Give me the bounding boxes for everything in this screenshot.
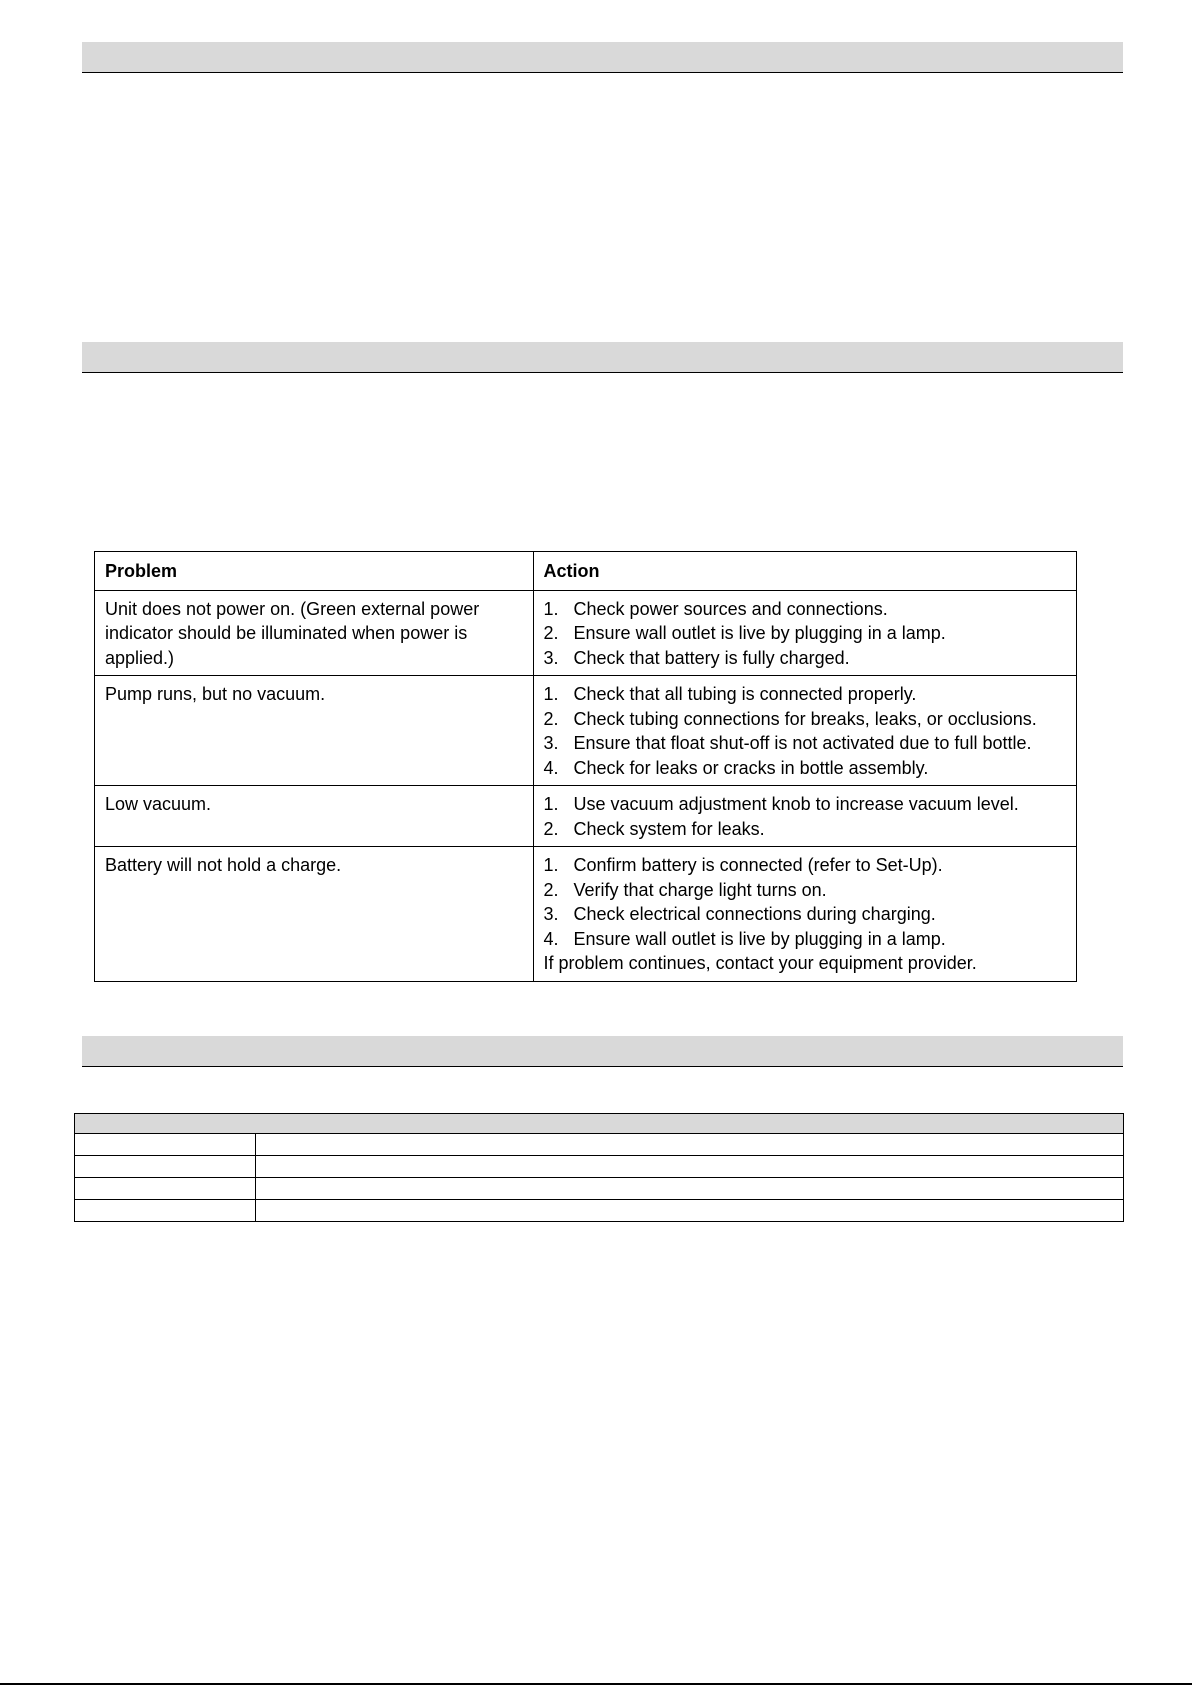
spec-value	[255, 1156, 1123, 1178]
problem-cell: Battery will not hold a charge.	[95, 847, 534, 982]
action-steps	[544, 682, 1066, 780]
action-steps	[544, 853, 1066, 951]
problem-cell: Low vacuum.	[95, 786, 534, 847]
spec-label	[75, 1200, 256, 1222]
action-step: 1. Use vacuum adjustment knob to increase vacuum level.	[543, 794, 1019, 814]
table-row	[95, 786, 1077, 847]
action-step: 1. Confirm battery is connected (refer to Set-Up).	[543, 855, 943, 875]
action-step: 2. Verify that charge light turns on.	[543, 879, 827, 900]
action-step: 3. Check that battery is fully charged.	[543, 647, 850, 668]
table-row	[75, 1200, 1124, 1222]
spec-title-row	[75, 1114, 1124, 1134]
action-step: 1. Check power sources and connections.	[543, 598, 888, 619]
table-header-row	[95, 552, 1077, 591]
action-cell	[533, 847, 1076, 982]
spec-value	[255, 1134, 1123, 1156]
spec-value	[255, 1200, 1123, 1222]
specifications-table	[74, 1113, 1124, 1222]
troubleshooting-table	[94, 551, 1077, 982]
troubleshooting-header-bar	[82, 342, 1123, 373]
action-steps	[544, 597, 1066, 671]
table-row	[95, 590, 1077, 676]
action-step: 4. Check for leaks or cracks in bottle assembly.	[543, 757, 929, 778]
spec-label	[75, 1134, 256, 1156]
action-step: 4. Ensure wall outlet is live by plugging in a lamp.	[543, 928, 946, 949]
table-row	[75, 1134, 1124, 1156]
problem-cell: Pump runs, but no vacuum.	[95, 676, 534, 786]
action-step: 3. Check electrical connections during charging.	[543, 904, 936, 924]
action-step: 2. Ensure wall outlet is live by plugging in a lamp.	[543, 623, 946, 643]
action-step: 2. Check tubing connections for breaks, leaks, or occlusions.	[543, 708, 1037, 729]
action-step: 2. Check system for leaks.	[543, 818, 765, 839]
spec-label	[75, 1178, 256, 1200]
table-row	[95, 676, 1077, 786]
spec-value	[255, 1178, 1123, 1200]
spec-label	[75, 1156, 256, 1178]
contact-provider-note: If problem continues, contact your equipment provider.	[543, 953, 977, 973]
problem-column-header: Problem	[95, 552, 534, 591]
action-steps	[544, 792, 1066, 841]
action-cell	[533, 590, 1076, 676]
action-column-header: Action	[533, 552, 1076, 591]
specifications-header-bar	[82, 1036, 1123, 1067]
action-cell	[533, 786, 1076, 847]
action-step: 3. Ensure that float shut-off is not activated due to full bottle.	[543, 733, 1032, 753]
action-step: 1. Check that all tubing is connected properly.	[543, 684, 917, 704]
action-cell	[533, 676, 1076, 786]
table-row	[75, 1178, 1124, 1200]
table-row	[75, 1156, 1124, 1178]
section-header-bar	[82, 42, 1123, 73]
spec-table-title	[75, 1114, 1124, 1134]
problem-cell: Unit does not power on. (Green external power indicator should be illuminated when power is applied.)	[95, 590, 534, 676]
table-row	[95, 847, 1077, 982]
